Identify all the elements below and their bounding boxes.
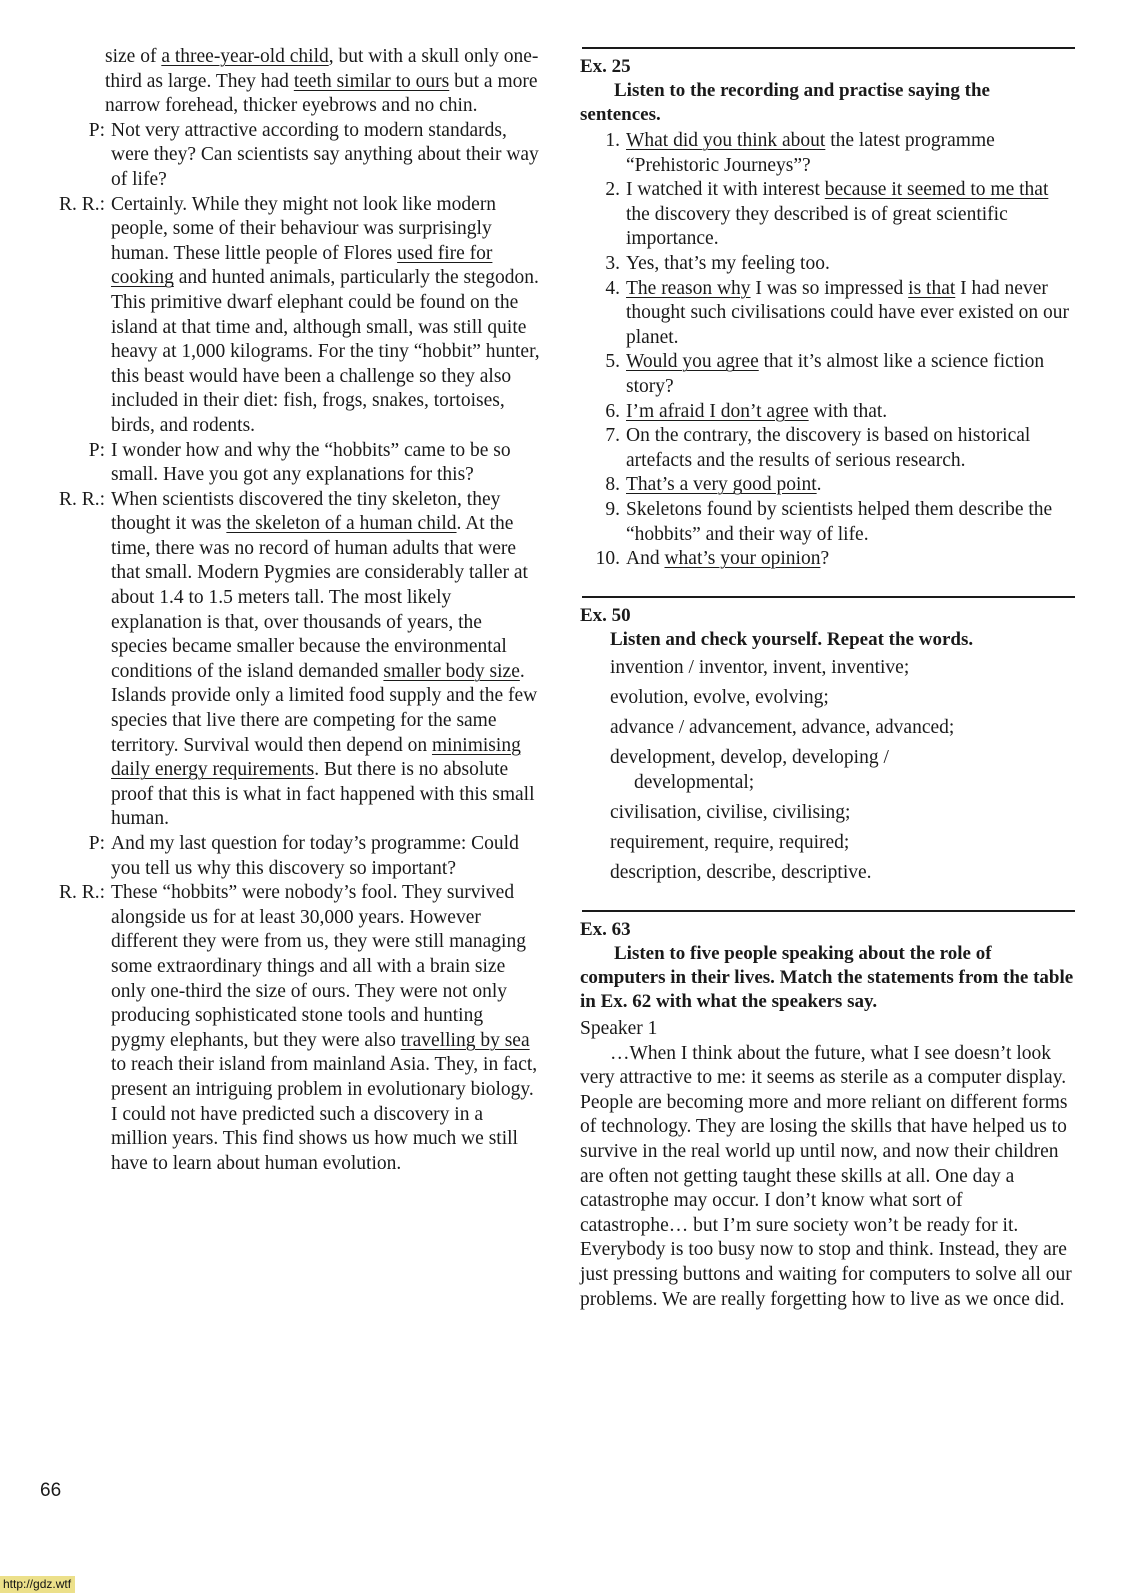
text-run: And xyxy=(626,548,665,570)
sentence-item xyxy=(580,252,1075,277)
speaker-text: …When I think about the future, what I see doesn’t look very attractive to me: it seems as sterile as a computer display. People are becoming more and more reliant on different forms of technology. They are losing the skills that have helped us to survive in the real world up until now, and now their children are often not getting taught these skills at all. One day a catastrophe may occur. I don’t know what sort of catastrophe… but I’m sure society won’t be ready for it. Everybody is too busy now to stop and think. Instead, they are just pressing buttons and waiting for computers to solve all our problems. We are really forgetting how to live as we once did. xyxy=(580,1042,1072,1310)
text-run: . Islands provide only a limited food supply and the few species that live there are competing for the same territory. Survival would then depend on xyxy=(111,660,538,756)
sentence-number: 8. xyxy=(605,474,620,496)
sentence-item xyxy=(580,547,1075,572)
word-family: civilisation, civilise, civilising; xyxy=(610,802,851,824)
sentence-number: 6. xyxy=(605,400,620,422)
underlined-phrase: the skeleton of a human child xyxy=(226,513,457,535)
sentence-item xyxy=(580,350,1075,399)
exercise-instruction: Listen and check yourself. Repeat the words. xyxy=(610,628,974,650)
right-column xyxy=(580,47,1075,1336)
underlined-phrase: Would you agree xyxy=(626,351,759,373)
section-divider xyxy=(582,910,1075,912)
sentence-list xyxy=(580,129,1075,572)
word-family: advance / advancement, advance, advanced; xyxy=(610,717,955,739)
sentence-text xyxy=(626,498,1075,547)
text-run: I watched it with interest xyxy=(626,179,825,201)
underlined-phrase: I’m afraid I don’t agree xyxy=(626,400,809,422)
turn-text xyxy=(111,832,540,881)
text-run: . xyxy=(816,474,822,496)
sentence-text xyxy=(626,400,887,425)
text-run: And my last question for today’s programme: Could you tell us why this discovery so important? xyxy=(111,833,519,879)
text-run: , but with a skull only one-third as large. They had xyxy=(105,46,539,92)
text-run: ? xyxy=(820,548,830,570)
word-family: description, describe, descriptive. xyxy=(610,862,872,884)
sentence-text xyxy=(626,547,829,572)
sentence-number: 2. xyxy=(605,179,620,201)
text-run: Yes, that’s my feeling too. xyxy=(626,252,830,274)
word-family: development, develop, developing / developmental; xyxy=(610,747,889,793)
sentence-text xyxy=(626,473,822,498)
interview-turns xyxy=(40,119,540,1177)
underlined-phrase: teeth similar to ours xyxy=(293,70,450,92)
sentence-number: 4. xyxy=(605,277,620,299)
text-run: Skeletons found by scientists helped them describe the “hobbits” and their way of life. xyxy=(626,498,1053,545)
text-run: but a more narrow forehead, thicker eyebrows and no chin. xyxy=(105,70,538,117)
underlined-phrase: smaller body size xyxy=(383,660,520,682)
underlined-phrase: a three-year-old child xyxy=(161,46,329,67)
text-run: to reach their island from mainland Asia. They, in fact, present an intriguing problem in evolutionary biology. I could not have predicted such a discovery in a million years. This find shows us how much we still have to learn about human evolution. xyxy=(111,1054,538,1174)
text-run: I wonder how and why the “hobbits” came to be so small. Have you got any explanations for this? xyxy=(111,439,511,486)
sentence-item xyxy=(580,178,1075,252)
sentence-item xyxy=(580,473,1075,498)
turn-text xyxy=(111,119,540,193)
dialogue-turn xyxy=(40,832,540,881)
sentence-text xyxy=(626,350,1075,399)
exercise-number: Ex. 25 xyxy=(580,56,631,77)
underlined-phrase: because it seemed to me that xyxy=(824,179,1049,201)
sentence-number: 7. xyxy=(605,425,620,447)
text-run: When scientists discovered the tiny skeleton, they thought it was xyxy=(111,488,501,535)
speaker-label: P: xyxy=(88,439,105,461)
exercise-instruction: Listen to the recording and practise saying the sentences. xyxy=(580,80,990,125)
dialogue-turn xyxy=(40,119,540,193)
section-divider xyxy=(582,47,1075,49)
underlined-phrase: That’s a very good point xyxy=(626,474,817,496)
exercise-63 xyxy=(580,910,1075,1312)
dialogue-turn xyxy=(40,193,540,439)
turn-text xyxy=(111,488,540,832)
text-run: Not very attractive according to modern standards, were they? Can scientists say anything about their way of life? xyxy=(111,119,539,190)
left-column xyxy=(40,45,540,1176)
underlined-phrase: The reason why xyxy=(626,277,751,299)
sentence-number: 9. xyxy=(605,498,620,520)
turn-text xyxy=(111,439,540,488)
speaker-label: P: xyxy=(88,833,105,854)
exercise-number: Ex. 63 xyxy=(580,919,631,940)
underlined-phrase: minimising daily energy requirements xyxy=(111,734,521,781)
exercise-50 xyxy=(580,596,1075,886)
exercise-instruction: Listen to five people speaking about the role of computers in their lives. Match the statements from the table in Ex. 62 with what the speakers say. xyxy=(580,943,1074,1012)
text-run: and hunted animals, particularly the stegodon. This primitive dwarf elephant could be found on the island at that time and, although small, was still quite heavy at 1,000 kilograms. For the tiny “hobbit” hunter, this beast would have been a challenge so they also included in their diet: fish, frogs, snakes, tortoises, birds, and rodents. xyxy=(111,267,540,436)
word-family: evolution, evolve, evolving; xyxy=(610,686,829,708)
page-number: 66 xyxy=(40,1480,62,1501)
sentence-number: 3. xyxy=(605,252,620,274)
underlined-phrase: What did you think about xyxy=(626,130,826,151)
sentence-item xyxy=(580,129,1075,178)
underlined-phrase: travelling by sea xyxy=(400,1029,530,1051)
text-run: I was so impressed xyxy=(750,277,909,299)
text-run: . But there is no absolute proof that this is what in fact happened with this small human. xyxy=(111,759,535,830)
dialogue-turn xyxy=(40,488,540,832)
dialogue-turn xyxy=(40,439,540,488)
text-run: . At the time, there was no record of human adults that were that small. Modern Pygmies are considerably taller at about 1.4 to 1.5 meters tall. The most likely explanation is that, over thousands of years, the species became smaller because the environmental conditions of the island demanded xyxy=(111,513,528,682)
sentence-number: 10. xyxy=(595,548,620,570)
sentence-item xyxy=(580,277,1075,351)
speaker-label: R. R.: xyxy=(58,882,105,904)
section-divider xyxy=(582,596,1075,598)
underlined-phrase: used fire for cooking xyxy=(111,242,493,289)
text-run: the latest programme “Prehistoric Journeys”? xyxy=(626,130,995,176)
sentence-text xyxy=(626,178,1075,252)
dialogue-turn xyxy=(40,881,540,1176)
interview-continuation xyxy=(40,45,540,119)
exercise-25 xyxy=(580,47,1075,572)
text-run: with that. xyxy=(808,400,888,422)
sentence-item xyxy=(580,424,1075,473)
sentence-number: 5. xyxy=(605,351,620,373)
turn-text xyxy=(111,193,540,439)
text-run: I had never thought such civilisations could have ever existed on our planet. xyxy=(626,277,1069,348)
sentence-text xyxy=(626,424,1075,473)
underlined-phrase: what’s your opinion xyxy=(664,548,821,570)
speaker-label: Speaker 1 xyxy=(580,1018,658,1039)
speaker-label: R. R.: xyxy=(58,488,105,510)
text-run: Certainly. While they might not look like modern people, some of their behaviour was surprisingly human. These little people of Flores xyxy=(111,193,497,264)
watermark-link[interactable]: http://gdz.wtf xyxy=(0,1576,75,1593)
text-run: These “hobbits” were nobody’s fool. They survived alongside us for at least 30,000 years. However different they were from us, they were still managing some extraordinary things and all with a brain size only one-third the size of ours. They were not only producing sophisticated stone tools and hunting pygmy elephants, but they were also xyxy=(111,882,526,1051)
sentence-number: 1. xyxy=(605,130,620,151)
speaker-label: R. R.: xyxy=(58,193,105,215)
word-family: invention / inventor, invent, inventive; xyxy=(610,656,910,678)
sentence-text xyxy=(626,277,1075,351)
word-list xyxy=(580,656,1075,886)
turn-text xyxy=(111,881,540,1176)
text-run: the discovery they described is of great scientific importance. xyxy=(626,203,1008,250)
sentence-item xyxy=(580,400,1075,425)
exercise-number: Ex. 50 xyxy=(580,604,631,626)
sentence-text xyxy=(626,129,1075,178)
sentence-text xyxy=(626,252,830,277)
word-family: requirement, require, required; xyxy=(610,832,850,854)
underlined-phrase: is that xyxy=(908,277,956,299)
text-run: size of xyxy=(105,46,162,67)
sentence-item xyxy=(580,498,1075,547)
text-run: On the contrary, the discovery is based on historical artefacts and the results of serious research. xyxy=(626,425,1031,471)
text-run: that it’s almost like a science fiction story? xyxy=(626,351,1045,397)
speaker-label: P: xyxy=(88,119,105,141)
